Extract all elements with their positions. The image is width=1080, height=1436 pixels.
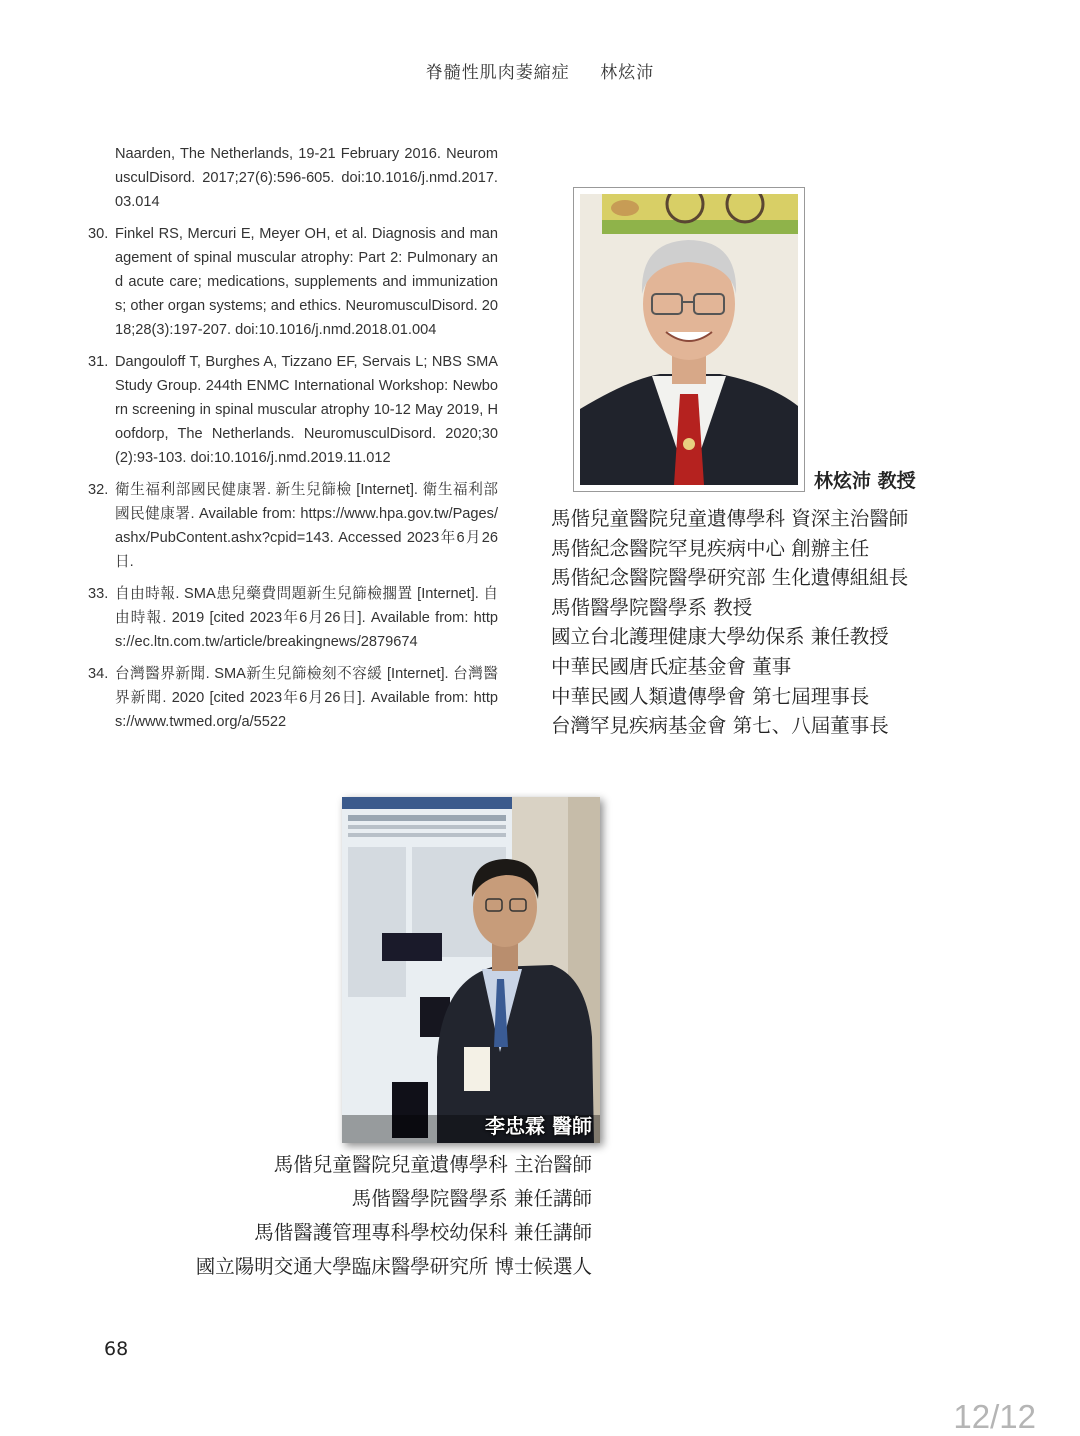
reference-number: 32. <box>88 482 109 498</box>
reference-number: 34. <box>88 666 109 682</box>
portrait-photo-professor <box>573 187 805 492</box>
reference-number: 31. <box>88 354 109 370</box>
header-author: 林炫沛 <box>600 63 655 83</box>
title-line: 馬偕紀念醫院醫學研究部 生化遺傳組組長 <box>551 566 909 590</box>
portrait-physician-image <box>342 797 600 1143</box>
reference-text: 衛生福利部國民健康署. 新生兒篩檢 [Internet]. 衛生福利部國民健康署. Available from: https://www.hpa.gov.tw/Pages/ashx/PubContent.ashx?cpid=143. Accessed 2023年6月26日. <box>115 482 498 570</box>
reference-item <box>88 350 498 470</box>
reference-text: 台灣醫界新聞. SMA新生兒篩檢刻不容緩 [Internet]. 台灣醫界新聞. 2020 [cited 2023年6月26日]. Available from: https://www.twmed.org/a/5522 <box>115 666 498 730</box>
title-line: 國立陽明交通大學臨床醫學研究所 博士候選人 <box>195 1255 592 1278</box>
title-line: 馬偕紀念醫院罕見疾病中心 創辦主任 <box>551 536 870 560</box>
title-line: 馬偕醫護管理專科學校幼保科 兼任講師 <box>254 1221 592 1244</box>
portrait-photo-physician <box>342 797 600 1143</box>
professor-name-label: 林炫沛 教授 <box>814 470 916 492</box>
reference-text: Dangouloff T, Burghes A, Tizzano EF, Servais L; NBS SMA Study Group. 244th ENMC International Workshop: Newborn screening in spinal muscular atrophy 10-12 May 2019, Hoofdorp, The Netherlands. NeuromusculDisord. 2020;30(2):93-103. doi:10.1016/j.nmd.2019.11.012 <box>115 354 498 466</box>
title-line: 馬偕兒童醫院兒童遺傳學科 主治醫師 <box>273 1153 592 1176</box>
reference-list <box>88 142 498 742</box>
reference-number: 33. <box>88 586 109 602</box>
title-line: 台灣罕見疾病基金會 第七、八屆董事長 <box>551 714 889 738</box>
professor-titles <box>551 504 908 741</box>
running-header <box>0 58 1080 83</box>
title-line: 國立台北護理健康大學幼保系 兼任教授 <box>551 625 889 649</box>
reference-continuation: Naarden, The Netherlands, 19-21 February 2016. NeuromusculDisord. 2017;27(6):596-605. doi:10.1016/j.nmd.2017.03.014 <box>115 146 498 210</box>
title-line: 中華民國唐氏症基金會 董事 <box>551 654 792 678</box>
reference-text: Finkel RS, Mercuri E, Meyer OH, et al. Diagnosis and management of spinal muscular atrophy: Part 2: Pulmonary and acute care; medications, supplements and immunizations; other organ systems; and ethics. NeuromusculDisord. 2018;28(3):197-207. doi:10.1016/j.nmd.2018.01.004 <box>115 226 498 338</box>
title-line: 馬偕兒童醫院兒童遺傳學科 資深主治醫師 <box>551 507 909 530</box>
physician-name-label: 李忠霖 醫師 <box>485 1114 592 1138</box>
physician-titles <box>196 1148 592 1284</box>
header-topic: 脊髓性肌肉萎縮症 <box>425 63 570 83</box>
title-line: 馬偕醫學院醫學系 教授 <box>551 595 753 619</box>
reference-text: 自由時報. SMA患兒藥費問題新生兒篩檢擱置 [Internet]. 自由時報. 2019 [cited 2023年6月26日]. Available from: https://ec.ltn.com.tw/article/breakingnews/2879674 <box>115 586 498 650</box>
reference-item <box>88 582 498 654</box>
page-number: 68 <box>104 1338 129 1360</box>
portrait-professor-image <box>580 194 798 485</box>
reference-item <box>88 662 498 734</box>
page-counter: 12/12 <box>953 1398 1036 1435</box>
title-line: 中華民國人類遺傳學會 第七屆理事長 <box>551 684 870 708</box>
title-line: 馬偕醫學院醫學系 兼任講師 <box>351 1187 592 1210</box>
reference-number: 30. <box>88 226 109 242</box>
reference-item <box>88 222 498 342</box>
reference-item <box>88 478 498 574</box>
